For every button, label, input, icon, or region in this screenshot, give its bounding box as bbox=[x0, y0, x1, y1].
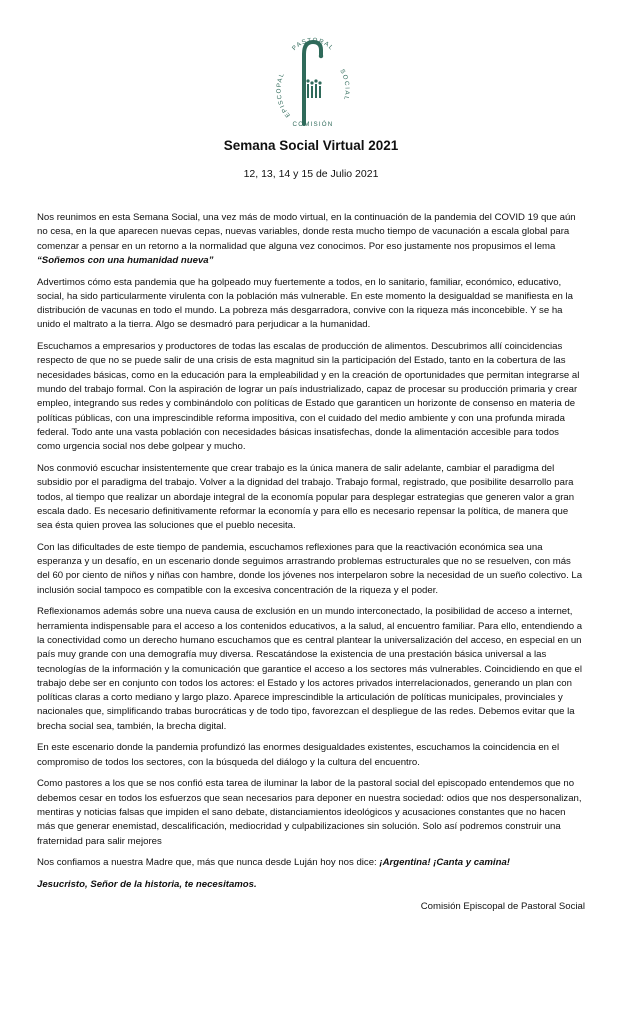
pastoral-social-logo bbox=[273, 36, 353, 128]
logo-top-text: PASTORAL bbox=[290, 36, 336, 53]
paragraph-7: En este escenario donde la pandemia profundizó las enormes desigualdades existentes, escuchamos la coincidencia en el compromiso de todos los sectores, con la búsqueda del diálogo y la cultura del encuentro. bbox=[37, 742, 560, 768]
paragraph-4: Nos conmovió escuchar insistentemente que crear trabajo es la única manera de salir adelante, cambiar el paradigma del subsidio por el paradigma del trabajo. Volver a la dignidad del trabajo. Trabajo formal, registrado, que posibilite desarrollo para todos, al tiempo que realizar un abordaje integral de la economía popular para desplegar estrategias que generen valor a gran escala dado. Es necesario definitivamente reformar la economía y para ello es necesario repensar la política, de manera que sea ésta quien provea las soluciones que el pueblo necesita. bbox=[37, 462, 575, 532]
paragraph-9-text: Nos confiamos a nuestra Madre que, más que nunca desde Luján hoy nos dice: bbox=[37, 857, 380, 869]
logo-left-text: EPISCOPAL bbox=[275, 71, 292, 119]
paragraph-3: Escuchamos a empresarios y productores de todas las escalas de producción de alimentos. Descubrimos allí coincidencias respecto de que no se puede salir de una crisis de esta magnitud sin la participación del Estado, tanto en la cobertura de las necesidades básicas, como en la educación para la empleabilidad y en la creación de oportunidades que permitan integrarse al mundo del trabajo formal. Con la aspiración de lograr un país industrializado, capaz de procesar su producción primaria y crear empleo, integrando sus redes y combinándolo con políticas de Estado que garanticen un horizonte de consenso en materia de políticas públicas, con una imprescindible reforma impositiva, con el cuidado del medio ambiente y con una profunda mirada federal. Todo ante una vasta población con necesidades básicas insatisfechas, donde la alimentación accesible para todos como urgencia social nos debe golpear y mucho. bbox=[37, 341, 580, 453]
document-body bbox=[37, 211, 585, 921]
motto: “Soñemos con una humanidad nueva” bbox=[37, 254, 214, 266]
logo-right-text: SOCIAL bbox=[338, 68, 351, 102]
paragraph-6: Reflexionamos además sobre una nueva causa de exclusión en un mundo interconectado, la posibilidad de acceso a internet, herramienta indispensable para el acceso a los contenidos educativos, a la salud, al encuentro familiar. Para ello, entendiendo a la conectividad como un derecho humano escuchamos que es central plantear la universalización del acceso, en especial en un país muy grande con una demografía muy diversa. Rescatándose la existencia de una prestación básica universal a las tecnologías de la información y la comunicación que garantice el acceso a los sectores más vulnerables. Coincidiendo en que el trabajo debe ser en conjunto con todos los actores: el Estado y los actores privados interrelacionados, generando un plan con políticas claras a corto mediano y largo plazo. Aparece imprescindible la articulación de políticas municipales, provinciales y nacionales que, simplificando trabas burocráticas y de todo tipo, favorezcan el despliegue de las redes. Debemos evitar que la brecha social sea, también, la brecha digital. bbox=[37, 606, 583, 732]
crozier-logo-icon bbox=[273, 36, 353, 128]
paragraph-2: Advertimos cómo esta pandemia que ha golpeado muy fuertemente a todos, en lo sanitario, familiar, económico, educativo, social, ha sido particularmente virulenta con la población más vulnerable. En este momento la desigualdad se manifiesta en la distribución de vacunas en todo el mundo. La pobreza más desgarradora, convive con la riqueza más inconcebible. Y se ha unido el maltrato a la tierra. Algo se desmadró para perjudicar a la humanidad. bbox=[37, 276, 573, 331]
signature: Comisión Episcopal de Pastoral Social bbox=[420, 900, 585, 912]
paragraph-5: Con las dificultades de este tiempo de pandemia, escuchamos reflexiones para que la reactivación económica sea una esperanza y un desafío, en un escenario donde seguimos arrastrando problemas estructurales que no se resuelven, con más del 60 por ciento de niños y niñas con hambre, donde los jóvenes nos interpelaron sobre la necesidad de un sueño colectivo. La inclusión social tampoco es compatible con la excesiva concentración de la riqueza y el poder. bbox=[37, 541, 583, 596]
document-title: Semana Social Virtual 2021 bbox=[223, 138, 399, 153]
event-dates: 12, 13, 14 y 15 de Julio 2021 bbox=[243, 168, 379, 180]
paragraph-1 bbox=[37, 211, 585, 268]
paragraph-1-text: Nos reunimos en esta Semana Social, una vez más de modo virtual, en la continuación de la pandemia del COVID 19 que aún no cesa, en la que aparecen nuevas cepas, nuevas variables, donde resta mucho tiempo de vacunación a escala global para comenzar a pensar en un retorno a la normalidad que alguna vez conocimos. Por eso justamente nos propusimos el lema bbox=[37, 212, 576, 252]
paragraph-8: Como pastores a los que se nos confió esta tarea de iluminar la labor de la pastoral social del episcopado entendemos que no debemos cesar en todos los esfuerzos que sean necesarios para deponer en nuestra sociedad: odios que nos despersonalizan, mentiras y noticias falsas que impiden el sano debate, distanciamientos ideológicos y acusaciones constantes que no hacen más que generar enemistad, descalificación, mediocridad y culpabilizaciones sin solución. Solo así podremos construir una fraternidad para salir mejores bbox=[37, 778, 582, 847]
logo-bottom-text: COMISIÓN bbox=[292, 121, 334, 128]
exclamation: ¡Argentina! ¡Canta y camina! bbox=[379, 857, 510, 869]
closing-prayer: Jesucristo, Señor de la historia, te necesitamos. bbox=[37, 878, 257, 890]
paragraph-9 bbox=[37, 856, 585, 870]
